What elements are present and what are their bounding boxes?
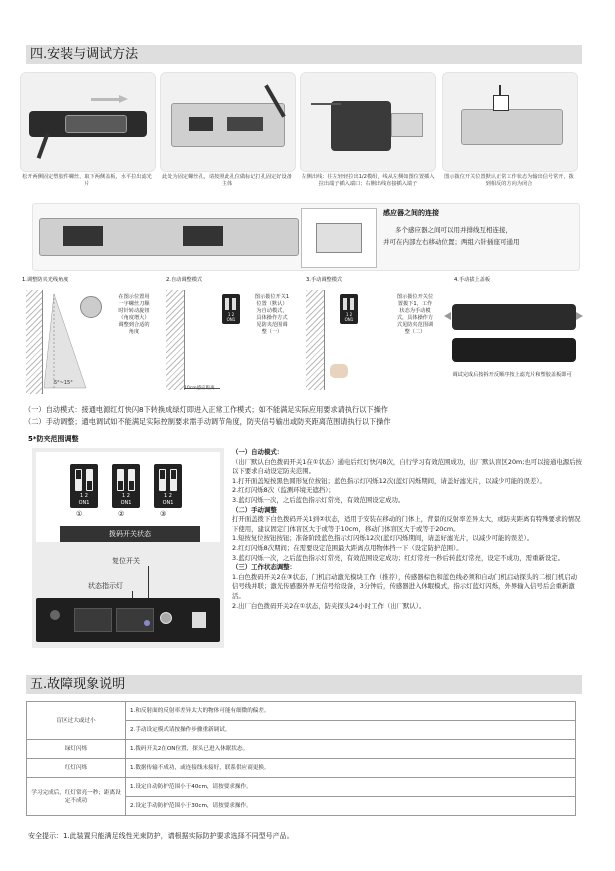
fault-solution: 1.和反射面的反射率差异太大的物体可能有细微的偏差。 [126, 702, 576, 721]
sensor-device [461, 109, 563, 145]
connection-title: 感应器之间的连接 [383, 209, 439, 217]
fault-symptom: 盲区过大或过小 [27, 702, 126, 740]
substep3-note: 图示拨位开关位置拨下1，工作状态为手动模式，具体操作方式见防夹范围调整（二） [396, 294, 434, 335]
step3-photo [300, 72, 436, 172]
auto-mode-title: （一）自动模式： [232, 448, 284, 456]
wall-icon [306, 290, 325, 390]
table-row [27, 740, 576, 759]
section5-header [26, 675, 582, 694]
step1-caption: 松开两侧固定塑胶件螺丝，取下两侧盖板，水平拉出滤光片 [22, 174, 152, 187]
fault-solution: 1.拨码开关2在ON位置，探头已进入休眠状态。 [126, 740, 576, 759]
range-adjust-panel [32, 448, 224, 648]
sensor-board [36, 598, 220, 642]
substep4-note: 调试完成后按拆开反顺序按上滤光片和塑胶盖板即可 [452, 372, 572, 378]
angle-label: 5°~15° [54, 380, 73, 386]
step4-photo [442, 72, 578, 172]
reset-button[interactable] [160, 612, 172, 624]
sensor-top-view [452, 304, 576, 330]
state-line: 2.出厂白色拨码开关2在①状态，防夹探头24小时工作（出厂默认）。 [232, 601, 426, 610]
instructions [232, 448, 582, 611]
mode-auto-text: （一）自动模式：接通电源红灯快闪8下转换成绿灯即进入正常工作模式；如不能满足实际应用要求请执行以下操作 [24, 405, 388, 414]
dip-label-2: ② [118, 510, 125, 518]
fault-symptom: 学习完成后，红灯常亮一秒；距离设定不成功 [27, 778, 126, 816]
range-adjust-title: 5*防夹范围调整 [28, 435, 79, 443]
section4-header [26, 45, 582, 64]
pull-arrow-icon [119, 95, 128, 103]
fault-table [26, 701, 576, 816]
section4-title: 四.安装与调试方法 [30, 47, 139, 62]
dip-state-3: 1 2 ON1 [154, 464, 182, 508]
section5-title: 五.故障现象说明 [30, 677, 126, 692]
fault-symptom: 红灯闪烁 [27, 759, 126, 778]
step3-caption: 左侧出线：往左轻轻拉出1/2模组，线从左侧如图位置插入拉出端子插入端口；右侧出线直接插入端子 [301, 174, 435, 187]
table-row [27, 702, 576, 721]
status-indicator-light [144, 620, 150, 626]
substep2-note: 图示拨位开关1位置（默认）为自动模式，具体操作方式见防夹范围调整（一） [254, 294, 290, 335]
indicator-label: 状态指示灯 [88, 582, 123, 590]
substep2-title: 2.自动调整模式 [166, 277, 203, 283]
fault-symptom: 绿灯闪烁 [27, 740, 126, 759]
manual-mode-title: （二）手动调整 [232, 505, 277, 514]
auto-line: （出厂默认白色拨码开关1在①状态）通电后红灯快闪8次，自行学习有效范围成功，出厂默认盲区20m;也可以接通电源后按以下要求自动设定防夹范围。 [232, 457, 582, 476]
adjust-knob-icon[interactable] [80, 296, 102, 318]
dip-switch-icon: 1 2 ON1 [340, 294, 358, 324]
connection-panel [32, 203, 580, 271]
state-adjust-title: （三）工作状态调整： [232, 563, 296, 572]
dip-label-3: ③ [160, 510, 167, 518]
cable-icon [311, 103, 341, 105]
substep1-title: 1.调整防夹光线角度 [22, 277, 69, 283]
module-closeup [331, 101, 391, 151]
step4-caption: 图示拨位开关位置默认正常工作状态为输出信号常开，拨到相反的方向为闭合 [444, 174, 574, 187]
step2-caption: 此处为固定螺丝孔，请按照此孔位做标记打孔固定好设备主体 [162, 174, 292, 187]
fault-solution: 1.数据传输不成功，或连接线未接好，联系供应商更换。 [126, 759, 576, 778]
auto-line: 2.红灯闪烁8次（监测环境无遮挡）； [232, 486, 335, 495]
manual-line: 打开面盖拨下白色拨码开关1到②状态，适用于安装在移动的门体上，背景的反射率差异太大，或防夹距离有特殊要求的情况下使用，建议固定门体盲区大于或等于10cm，移动门体盲区大于或等于20cm。 [232, 515, 581, 533]
arrow-right-icon [576, 312, 583, 320]
auto-line: 1.打开面盖短按黑色圆形复位按钮；蓝色指示灯闪烁12次(蓝灯闪烁期间，请盖好滤光片，以减少可能的误差）。 [232, 476, 546, 485]
state-line: 1.白色拨码开关2在③状态，门机启动激光模块工作（推荐），传感器棕色和蓝色线必须和自动门机启动探头的二根门机启动信号线并联；激光传感器外界无信号给设备，3分钟后，传感器进入休眠模式，指示灯蓝灯闪烁，外界输入信号后会重新激活。 [232, 572, 578, 600]
manual-line: 3.蓝灯闪烁一次，之后蓝色指示灯常亮，有效范围设定成功；红灯常亮一秒后转蓝灯常亮，设定不成功，需重新设定。 [232, 553, 565, 562]
step1-photo [20, 72, 156, 172]
substep4-title: 4.手动拔上盖板 [454, 277, 491, 283]
distance-label: 10cm感应距离 [184, 386, 215, 391]
manual-line: 2.红灯闪烁8次期间；在需要设定范围最大距离点用物体挡一下（设定防护范围）。 [232, 543, 463, 552]
connection-line1: 多个感应器之间可以用并排线互相连接， [395, 226, 512, 234]
wall-icon [166, 290, 185, 390]
step2-photo [160, 72, 296, 172]
auto-line: 3.蓝灯闪烁一次，之后蓝色指示灯常亮，有效范围设定成功。 [232, 495, 405, 504]
connector-closeup [301, 208, 377, 268]
dip-state-2: 1 2 ON1 [112, 464, 140, 508]
safety-note: 安全提示：1.此装置只能满足线性光束防护，请根据实际防护要求选择不同型号产品。 [28, 832, 294, 840]
reset-switch-label: 复位开关 [112, 557, 140, 565]
fault-solution: 2.设定手动防护范围小于30cm，请按要求操作。 [126, 797, 576, 816]
substep3-title: 3.手动调整模式 [306, 277, 343, 283]
sensor-cover [452, 338, 576, 362]
dip-state-1: 1 2 ON1 [70, 464, 98, 508]
mode-manual-text: （二）手动调整；通电调试如不能满足实际控制要求需手动调节角度，防夹信号输出或防夹距离范围请执行以下操作 [24, 417, 391, 426]
table-row [27, 778, 576, 797]
fault-solution: 2.手动设定模式请按操作步骤重新调试。 [126, 721, 576, 740]
dip-switch-icon: 1 2 ON1 [222, 294, 240, 324]
substep1-note: 在图示位置用一字螺丝刀顺时针转动旋钮（角度增大）调整到合适的角度 [118, 294, 150, 335]
dip-label-1: ① [76, 510, 83, 518]
dip-caption: 拨码开关状态 [60, 526, 200, 542]
fault-solution: 1.设定自动防护范围小于40cm，请按要求操作。 [126, 778, 576, 797]
arrow-left-icon [444, 312, 451, 320]
table-row [27, 759, 576, 778]
filter-panel [65, 115, 127, 133]
manual-line: 1.短按复位按钮按钮；准备阶段蓝色指示灯闪烁12次(蓝灯闪烁期间，请盖好滤光片，以减少可能的误差）。 [232, 534, 534, 543]
dip-switch-closeup [493, 95, 509, 111]
hand-icon [330, 364, 348, 378]
connection-line2: 并可在内部左右移动位置；两组六针插座可通用 [383, 238, 520, 246]
